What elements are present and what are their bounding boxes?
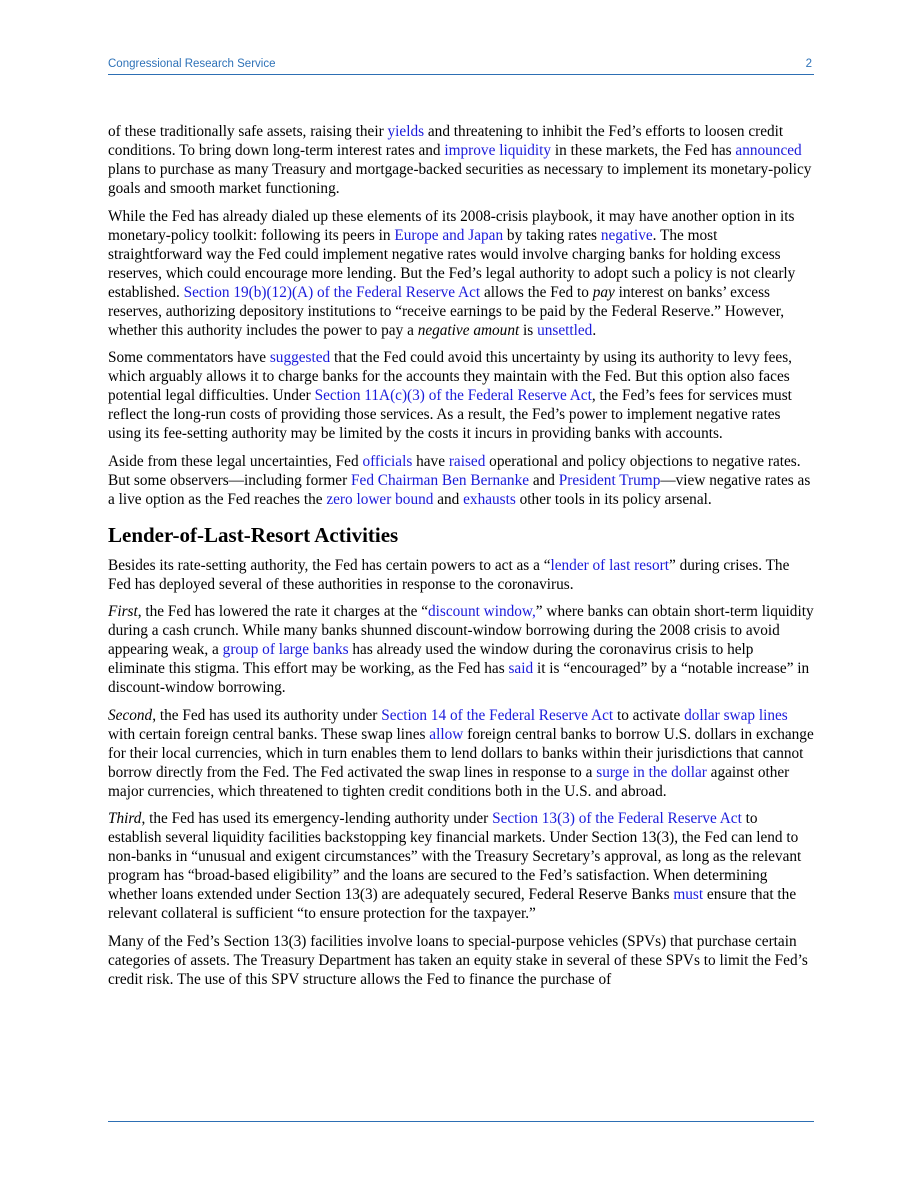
link-europe-and-japan[interactable]: Europe and Japan [394,226,504,244]
link-suggested[interactable]: suggested [269,349,331,366]
footer-divider [108,1121,814,1122]
link-president-trump[interactable]: President Trump [558,471,661,489]
link-unsettled[interactable]: unsettled [537,321,593,339]
link-section-19b12a[interactable]: Section 19(b)(12)(A) of the Federal Reserve Act [183,283,481,301]
link-allow[interactable]: allow [429,725,464,743]
paragraph: Many of the Fed’s Section 13(3) facilities involve loans to special-purpose vehicles (SPVs) that purchase certain categories of assets. The Treasury Department has taken an equity stake in several of these SPVs to limit the Fed’s credit risk. The use of this SPV structure allows the Fed to finance the purchase of [108,932,808,988]
link-section-13-3[interactable]: Section 13(3) of the Federal Reserve Act [492,810,742,827]
link-exhausts[interactable]: exhausts [463,490,516,508]
paragraph: Second, the Fed has used its authority under Section 14 of the Federal Reserve Act to activate dollar swap lines with certain foreign central banks. These swap lines allow foreign central banks to borrow U.S. dollars in exchange for their local currencies, which in turn enables them to lend dollars to banks within their jurisdictions that cannot borrow directly from the Fed. The Fed activated the swap lines in response to a surge in the dollar against other major currencies, which threatened to tighten credit conditions both in the U.S. and abroad. [108,706,814,800]
link-section-11a-c3[interactable]: Section 11A(c)(3) of the Federal Reserve Act [314,387,592,404]
link-surge-in-the-dollar[interactable]: surge in the dollar [596,763,707,781]
paragraph: First, the Fed has lowered the rate it charges at the “discount window,” where banks can obtain short-term liquidity during a cash crunch. While many banks shunned discount-window borrowing during the 2008 crisis to avoid appearing weak, a group of large banks has already used the window during the coronavirus crisis to help eliminate this stigma. This effort may be working, as the Fed has said it is “encouraged” by a “notable increase” in discount-window borrowing. [108,603,814,696]
header-organization: Congressional Research Service [108,58,276,70]
link-must[interactable]: must [673,886,704,903]
link-officials[interactable]: officials [362,452,413,470]
link-section-14[interactable]: Section 14 of the Federal Reserve Act [381,706,614,724]
link-lender-of-last-resort[interactable]: lender of last resort [550,556,669,574]
link-yields[interactable]: yields [387,123,425,140]
paragraph: of these traditionally safe assets, raising their yields and threatening to inhibit the Fed’s efforts to loosen credit conditions. To bring down long-term interest rates and improve liquidity in these markets, the Fed has announced plans to purchase as many Treasury and mortgage-backed securities as necessary to implement its monetary-policy goals and smooth market functioning. [108,123,812,197]
page-header [108,58,814,75]
link-discount-window[interactable]: discount window, [428,603,536,620]
link-raised[interactable]: raised [448,452,486,470]
header-page-number: 2 [805,58,812,70]
paragraph: Some commentators have suggested that the Fed could avoid this uncertainty by using its authority to levy fees, which arguably allows it to charge banks for the accounts they maintain with the Fed. But this option also faces potential legal difficulties. Under Section 11A(c)(3) of the Federal Reserve Act, the Fed’s fees for services must reflect the long-run costs of providing those services. As a result, the Fed’s power to implement negative rates using its fee-setting authority may be limited by the costs it incurs in providing banks with accounts. [108,349,793,442]
link-zero-lower-bound[interactable]: zero lower bound [326,490,434,508]
link-announced[interactable]: announced [735,142,802,159]
link-said[interactable]: said [508,660,534,677]
paragraph: While the Fed has already dialed up these elements of its 2008-crisis playbook, it may have another option in its monetary-policy toolkit: following its peers in Europe and Japan by taking rates negative. The most straightforward way the Fed could implement negative rates would involve charging banks for holding excess reserves, which could encourage more lending. But the Fed’s legal authority to adopt such a policy is not clearly established. Section 19(b)(12)(A) of the Federal Reserve Act allows the Fed to pay interest on banks’ excess reserves, authorizing depository institutions to “receive earnings to be paid by the Federal Reserve.” However, whether this authority includes the power to pay a negative amount is unsettled. [108,207,796,339]
link-dollar-swap-lines[interactable]: dollar swap lines [684,706,788,724]
link-improve-liquidity[interactable]: improve liquidity [444,142,552,159]
paragraph: Aside from these legal uncertainties, Fed officials have raised operational and policy objections to negative rates. But some observers—including former Fed Chairman Ben Bernanke and President Trump—view negative rates as a live option as the Fed reaches the zero lower bound and exhausts other tools in its policy arsenal. [108,452,811,508]
section-heading: Lender-of-Last-Resort Activities [108,522,399,547]
paragraph: Third, the Fed has used its emergency-lending authority under Section 13(3) of the Federal Reserve Act to establish several liquidity facilities backstopping key financial markets. Under Section 13(3), the Fed can lend to non-banks in “unusual and exigent circumstances” with the Treasury Secretary’s approval, as long as the relevant program has “broad-based eligibility” and the loans are secured to the Fed’s satisfaction. When determining whether loans extended under Section 13(3) are adequately secured, Federal Reserve Banks must ensure that the relevant collateral is sufficient “to ensure protection for the taxpayer.” [108,810,802,922]
link-negative[interactable]: negative [600,226,653,244]
body-text [108,122,814,997]
link-group-of-large-banks[interactable]: group of large banks [222,641,349,658]
paragraph: Besides its rate-setting authority, the Fed has certain powers to act as a “lender of last resort” during crises. The Fed has deployed several of these authorities in response to the coronavirus. [108,556,790,593]
link-fed-chairman-ben-bernanke[interactable]: Fed Chairman Ben Bernanke [351,471,530,489]
